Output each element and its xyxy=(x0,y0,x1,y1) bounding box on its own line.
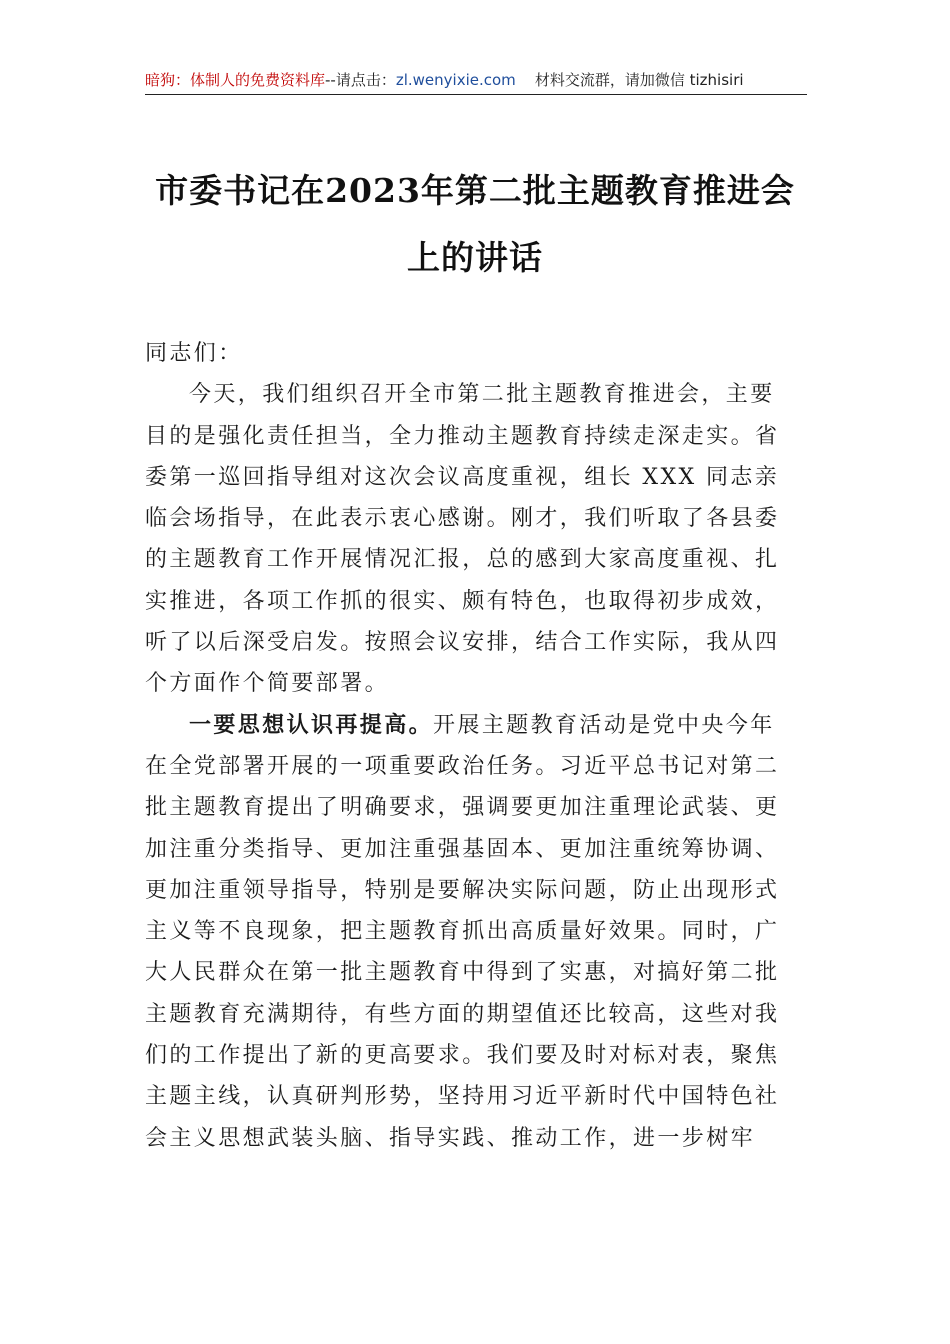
paragraph-line: 目的是强化责任担当，全力推动主题教育持续走深走实。省 xyxy=(145,423,780,449)
site-label: 暗狗：体制人的免费资料库 xyxy=(145,71,326,89)
page-header xyxy=(145,66,807,95)
paragraph-line: 听了以后深受启发。按照会议安排，结合工作实际，我从四 xyxy=(145,630,780,656)
paragraph-line: 主题教育充满期待，有些方面的期望值还比较高，这些对我 xyxy=(145,1001,780,1027)
paragraph-2 xyxy=(145,705,809,1159)
paragraph-1 xyxy=(145,374,809,704)
paragraph-line: 个方面作个简要部署。 xyxy=(145,671,390,697)
site-url-link[interactable]: zl.wenyixie.com xyxy=(395,71,516,89)
document-title-line-2: 上的讲话 xyxy=(407,238,543,277)
paragraph-line: 委第一巡回指导组对这次会议高度重视，组长 XXX 同志亲 xyxy=(145,464,780,490)
paragraph-line: 加注重分类指导、更加注重强基固本、更加注重统筹协调、 xyxy=(145,836,780,862)
paragraph-line-text: 开展主题教育活动是党中央今年 xyxy=(433,712,775,738)
paragraph-line: 大人民群众在第一批主题教育中得到了实惠，对搞好第二批 xyxy=(145,960,780,986)
paragraph-line: 临会场指导，在此表示衷心感谢。刚才，我们听取了各县委 xyxy=(145,506,780,532)
paragraph-line xyxy=(145,705,809,746)
paragraph-line: 在全党部署开展的一项重要政治任务。习近平总书记对第二 xyxy=(145,753,780,779)
document-title-line-1: 市委书记在2023年第二批主题教育推进会 xyxy=(155,171,795,210)
section-heading: 一要思想认识再提高。 xyxy=(189,711,434,738)
paragraph-line: 更加注重领导指导，特别是要解决实际问题，防止出现形式 xyxy=(145,877,780,903)
paragraph-line: 主题主线，认真研判形势，坚持用习近平新时代中国特色社 xyxy=(145,1084,780,1110)
paragraph-line: 实推进，各项工作抓的很实、颇有特色，也取得初步成效， xyxy=(145,588,780,614)
paragraph-line: 批主题教育提出了明确要求，强调要更加注重理论武装、更 xyxy=(145,795,780,821)
paragraph-line: 们的工作提出了新的更高要求。我们要及时对标对表，聚焦 xyxy=(145,1043,780,1069)
paragraph-line: 会主义思想武装头脑、指导实践、推动工作，进一步树牢 xyxy=(145,1125,756,1151)
salutation: 同志们： xyxy=(145,341,243,366)
contact-info: 材料交流群，请加微信 tizhisiri xyxy=(534,71,744,89)
paragraph-line: 今天，我们组织召开全市第二批主题教育推进会，主要 xyxy=(189,382,775,408)
click-prompt: --请点击： xyxy=(325,71,396,89)
paragraph-line: 的主题教育工作开展情况汇报，总的感到大家高度重视、扎 xyxy=(145,547,780,573)
document-body xyxy=(145,333,809,1159)
paragraph-line: 主义等不良现象，把主题教育抓出高质量好效果。同时，广 xyxy=(145,919,780,945)
